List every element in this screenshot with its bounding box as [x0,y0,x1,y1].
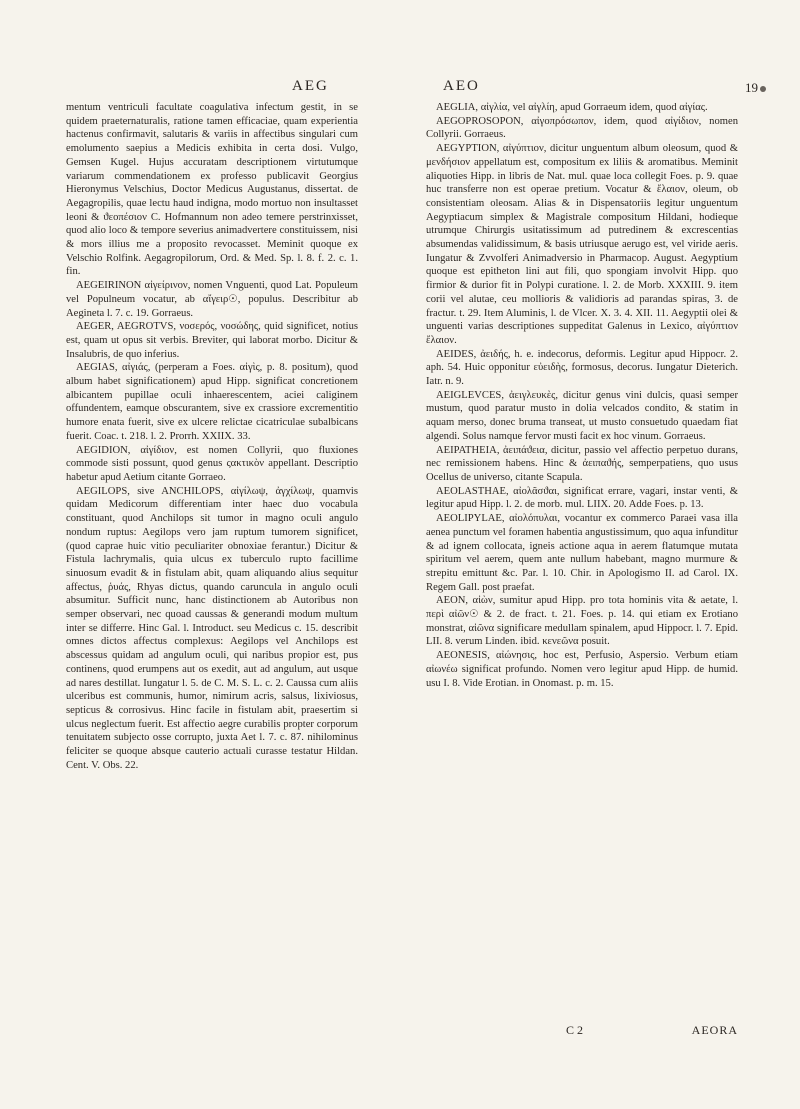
left-column [66,101,358,772]
entry-left-0: mentum ventriculi facultate coagulativa infectum gestit, in se quidem praeternaturalis, ratione tamen efficaciae, quam experientia hactenus confirmavit, salutaris & variis in affectibus singulari cum emolumento saepius a Medicis exhibita in certa dosi. Vulgo, Gemsen Kugel. Hujus accuratam descriptionem virtutumque variarum commendationem ex professo publicavit Georgius Hieronymus Velschius, Doctor Medicus Augustanus, dissertat. de Aegagropilis, quae lectu haud indigna, modo mortuo non insultasset leoni & ϑεοπέσιον C. Hofmannum non adeo temere perstrinxisset, quod alio loco & tempore severius animadvertere constituissem, nisi & mors illius me a proposito revocasset. Meminit quoque ex Velschio Rolfink. Aegagropilorum, Ord. & Med. Sp. l. 8. f. 2. c. 1. fin. [66,102,358,278]
entry-right-8: AEON, αἰὼν, sumitur apud Hipp. pro tota hominis vita & aetate, l. περὶ αἰῶν☉ & 2. de fract. t. 21. Foes. p. 14. qui etiam ex Erotiano monstrat, αἰῶνα significare medullam spinalem, apud Hippocr. l. 7. Epid. LII. 8. verum Linden. ibid. κενεῶνα posuit. [426,595,738,648]
page-number: 19 [745,80,758,95]
entry-right-0: AEGLIA, αἰγλία, vel αἰγλίη, apud Gorraeum idem, quod αἰγίας. [436,102,708,113]
entry-right-6: AEOLASTHAE, αἰολᾶσϑαι, significat errare, vagari, instar venti, & legitur apud Hipp. l. 2. de morb. mul. LIIX. 20. Adde Foes. p. 13. [426,485,738,511]
entry-right-9: AEONESIS, αἰώνησις, hoc est, Perfusio, Aspersio. Verbum etiam αἰωνέω significat profundo. Nomen vero legitur apud Hipp. de humid. usu I. 8. Vide Erotian. in Onomast. p. m. 15. [426,650,738,689]
entry-left-4: AEGIDION, αἰγίδιον, est nomen Collyrii, quo fluxiones commode sisti possunt, quod genus ςακτικὸν appellant. Descriptio habetur apud Aetium citante Gorraeo. [66,444,358,483]
entry-left-3: AEGIAS, αἰγιάς, (perperam a Foes. αἰγὶς, p. 8. positum), quod album habet significationem) apud Hipp. significat concretionem albicantem pupillae oculi inhaerescentem, aciei caliginem offundentem, eamque obscurantem, sive ex crassiore excrementitio humore enata fuerit, sive ex ulcere relictae cicatriculae subalbicans fuerit. Coac. t. 218. l. 2. Prorrh. XXIIX. 33. [66,362,358,442]
header-left-word: AEG [292,78,329,94]
header-right-word: AEO [443,78,480,94]
entry-right-4: AEIGLEVCES, ἀειγλευκὲς, dicitur genus vini dulcis, quasi semper mustum, quod paratur musto in dolia velcados condito, & statim in aquam merso, donec bruma transeat, ut musto consuetudo quaedam fiat algendi. Solus namque fervor musti facit ex hoc vinum. Gorraeus. [426,389,738,442]
catchword: AEORA [691,1023,738,1037]
signature-mark: C 2 [566,1023,584,1037]
entry-left-2: AEGER, AEGROTVS, νοσερός, νοσώδης, quid significet, notius est, quam ut opus sit verbis. Breviter, qui laborat morbo. Dicitur & Insalubris, de quo inferius. [66,321,358,360]
entry-left-1: AEGEIRINON αἰγείρινον, nomen Vnguenti, quod Lat. Populeum vel Populneum vocatur, ab αἴγειρ☉, populus. Describitur ab Aegineta l. 7. c. 19. Gorraeus. [66,280,358,319]
page-footer [426,1023,738,1039]
ink-spot [760,86,766,92]
entry-right-2: AEGYPTION, αἰγύπτιον, dicitur unguentum album oleosum, quod & μενδήσιον appellatum est, compositum ex liliis & aromatibus. Meminit aliquoties Hipp. in libris de Nat. mul. quae loca collegit Foes. p. 9. quae huc transferre non est operae pretium. Vocatur & ἔλαιον, oleum, ob consistentiam oleosam. Alias & in Dispensatoriis legitur unguentum Aegyptiacum simplex & Magistrale compositum Hildani, hodieque utrumque Chirurgis usitatissimum ad putredinem & excrescentias absumendas validissimum, & basis utriusque aerugo est, vel viride aeris. Iungatur & Zvvolferi Animadversio in Pharmacop. August. Aegyptium quoque est epitheton lini aut fili, quo spongiam involvit Hipp. quo firmior & durior fit in Polypi curatione. l. 2. de Morb. XXXIII. 9. item corii vel alutae, ceu mollioris & validioris ad parandas spiras, 3. de fractur. t. 29. Item Aluminis, l. de Vlcer. X. 3. 4. XII. 11. Aegyptii olei & unguenti varias descriptiones suppeditat Galenus in Lexico, αἰγύπτιον ἔλαιον. [426,143,738,346]
entry-right-5: AEIPATHEIA, ἀειπάϑεια, dicitur, passio vel affectio perpetuo durans, nec remissionem habens. Hinc & ἀειπαϑής, semperpatiens, quo usus Ocellus de universo, citante Scapula. [426,444,738,483]
running-header [0,78,800,102]
right-column [426,101,738,690]
entry-right-1: AEGOPROSOPON, αἰγοπρόσωπον, idem, quod αἰγίδιον, nomen Collyrii. Gorraeus. [426,115,738,141]
entry-right-3: AEIDES, ἀειδής, h. e. indecorus, deformis. Legitur apud Hippocr. 2. aph. 54. Huic opponitur εὐειδὴς, formosus, decorus. Iungatur Dieterich. Iatr. n. 9. [426,348,738,388]
entry-right-7: AEOLIPYLAE, αἰολόπυλαι, vocantur ex commerco Paraei vasa illa aenea punctum vel foramen habentia angustissimum, quo aqua infunditur & ad ignem collocata, igneis actione aqua in aerem flatumque mutata spiritum vel aerem, quem ante nullum habebant, magno murmure & strepitu emittunt &c. Par. l. 10. Chir. in Apologismo II. ad Carol. IX. Regem Gall. post praefat. [426,513,738,593]
entry-left-5: AEGILOPS, sive ANCHILOPS, αἰγίλωψ, ἀγχίλωψ, quamvis quidam Medicorum differentiam inter haec duo vocabula constituant, quod Anchilops sit tumor in magno oculi angulo nondum ruptus: Aegilops vero jam ruptum tumorem significet, (quod caprae huic vitio peculiariter obnoxiae ferantur.) Dicitur & Fistula lachrymalis, quia ulcus ex tuberculo rupto facillime sinuosum evadit & in fistulam abit, quam aliquando alius sequitur affectus, ῥυάς, Rhyas dictus, quando caruncula in angulo oculi absumitur. Sufficit nunc, hanc distinctionem ab Autoribus non semper observari, nec quoad caussas & generandi modum multum inter se differre. Hinc Gal. l. Introduct. seu Medicus c. 15. describit omnes dictos affectus complexus: Aegilops vel Anchilops est abscessus quidam ad angulum oculi, qui naribus propior est, pus continens, quod erumpens aut os exedit, aut ad angulum, aut usque ad nares destillat. Iungatur l. 5. de C. M. S. L. c. 2. Caussa cum aliis ulceribus est communis, humor, nimirum acris, salsus, lixiviosus, septicus & corrosivus. Hinc facile in fistulam abit, praesertim si ulcus neglectum fuerit. Est affectio aegre curabilis propter corporum tenuitatem subjecto osse corrupto, juxta Aet l. 7. c. 87. nihilominus feliciter se quoque absque cauterio actuali curasse testatur Hildan. Cent. V. Obs. 22. [66,485,358,771]
